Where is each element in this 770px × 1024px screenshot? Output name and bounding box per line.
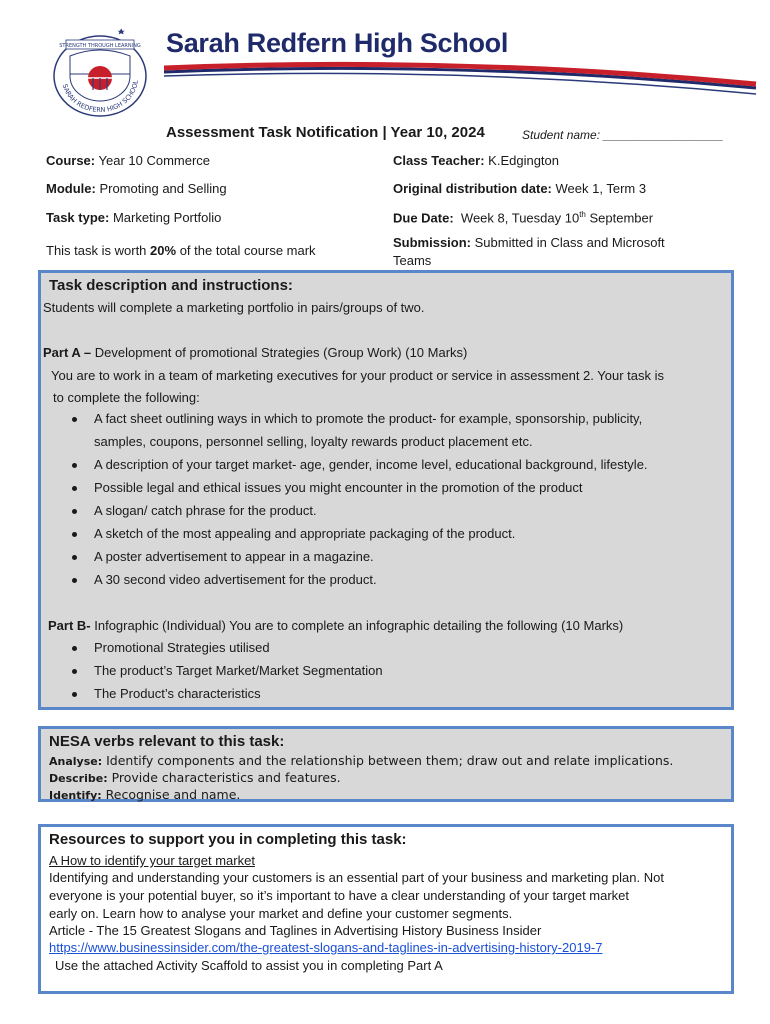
resources-box — [38, 824, 734, 994]
due-date-info: Due Date: Week 8, Tuesday 10th September — [393, 210, 654, 226]
nesa-verbs-box — [38, 726, 734, 802]
part-a-text: You are to work in a team of marketing executives for your product or service in assessment 2. Your task is — [51, 368, 664, 383]
course-info: Course: Year 10 Commerce — [46, 153, 211, 168]
student-name-field[interactable]: Student name: __________________ — [522, 128, 724, 142]
submission-info: Submission: Submitted in Class and Microsoft Teams — [393, 235, 665, 268]
teacher-info: Class Teacher: K.Edgington — [393, 153, 559, 168]
part-a-heading: Part A – Development of promotional Strategies (Group Work) (10 Marks) — [43, 345, 468, 360]
task-description-heading: Task description and instructions: — [49, 277, 293, 294]
part-a-item: A fact sheet outlining ways in which to promote the product- for example, sponsorship, publicity, — [94, 411, 643, 426]
resources-heading: Resources to support you in completing this task: — [49, 831, 407, 848]
logo-ring-text: SARAH REDFERN HIGH SCHOOL — [60, 79, 140, 115]
part-a-item: Possible legal and ethical issues you might encounter in the promotion of the product — [94, 480, 583, 495]
resources-text: early on. Learn how to analyse your market and define your customer segments. — [49, 906, 513, 921]
nesa-verb-identify: Identify: Recognise and name. — [49, 787, 241, 802]
nesa-heading: NESA verbs relevant to this task: — [49, 733, 285, 750]
resources-subheading: A How to identify your target market — [49, 853, 255, 868]
nesa-verb-describe: Describe: Provide characteristics and features. — [49, 770, 341, 785]
part-a-item-cont: samples, coupons, personnel selling, loyalty rewards product placement etc. — [94, 434, 533, 449]
part-a-item: A 30 second video advertisement for the product. — [94, 572, 377, 587]
task-weight-info: This task is worth 20% of the total course mark — [46, 243, 316, 258]
notification-title: Assessment Task Notification | Year 10, 2024 — [166, 124, 485, 141]
part-a-item: A sketch of the most appealing and appropriate packaging of the product. — [94, 526, 516, 541]
task-description-box — [38, 270, 734, 710]
part-a-text-cont: to complete the following: — [53, 390, 200, 405]
part-a-item: A slogan/ catch phrase for the product. — [94, 503, 317, 518]
school-name: Sarah Redfern High School — [166, 28, 509, 58]
part-a-item: A poster advertisement to appear in a magazine. — [94, 549, 374, 564]
module-info: Module: Promoting and Selling — [46, 181, 227, 196]
nesa-verb-analyse: Analyse: Identify components and the relationship between them; draw out and relate implications. — [49, 753, 674, 768]
distribution-info: Original distribution date: Week 1, Term 3 — [393, 181, 647, 196]
task-intro: Students will complete a marketing portfolio in pairs/groups of two. — [43, 300, 425, 315]
part-b-item: The Product’s characteristics — [94, 686, 261, 701]
activity-scaffold-note: Use the attached Activity Scaffold to assist you in completing Part A — [55, 958, 443, 973]
part-b-heading: Part B- Infographic (Individual) You are to complete an infographic detailing the following (10 Marks) — [48, 618, 624, 633]
resources-text: Identifying and understanding your customers is an essential part of your business and marketing plan. Not — [49, 870, 664, 885]
part-a-item: A description of your target market- age, gender, income level, educational background, lifestyle. — [94, 457, 648, 472]
task-type-info: Task type: Marketing Portfolio — [46, 210, 222, 225]
part-b-item: The product’s Target Market/Market Segmentation — [94, 663, 383, 678]
header-swoosh — [160, 58, 760, 98]
article-link[interactable]: https://www.businessinsider.com/the-greatest-slogans-and-taglines-in-advertising-history-2019-7 — [49, 940, 603, 955]
resources-article: Article - The 15 Greatest Slogans and Taglines in Advertising History Business Insider — [49, 923, 542, 938]
school-logo — [48, 26, 156, 118]
logo-motto: STRENGTH THROUGH LEARNING — [59, 43, 141, 49]
resources-text: everyone is your potential buyer, so it’s important to have a clear understanding of your target market — [49, 888, 630, 903]
part-b-item: Promotional Strategies utilised — [94, 640, 270, 655]
